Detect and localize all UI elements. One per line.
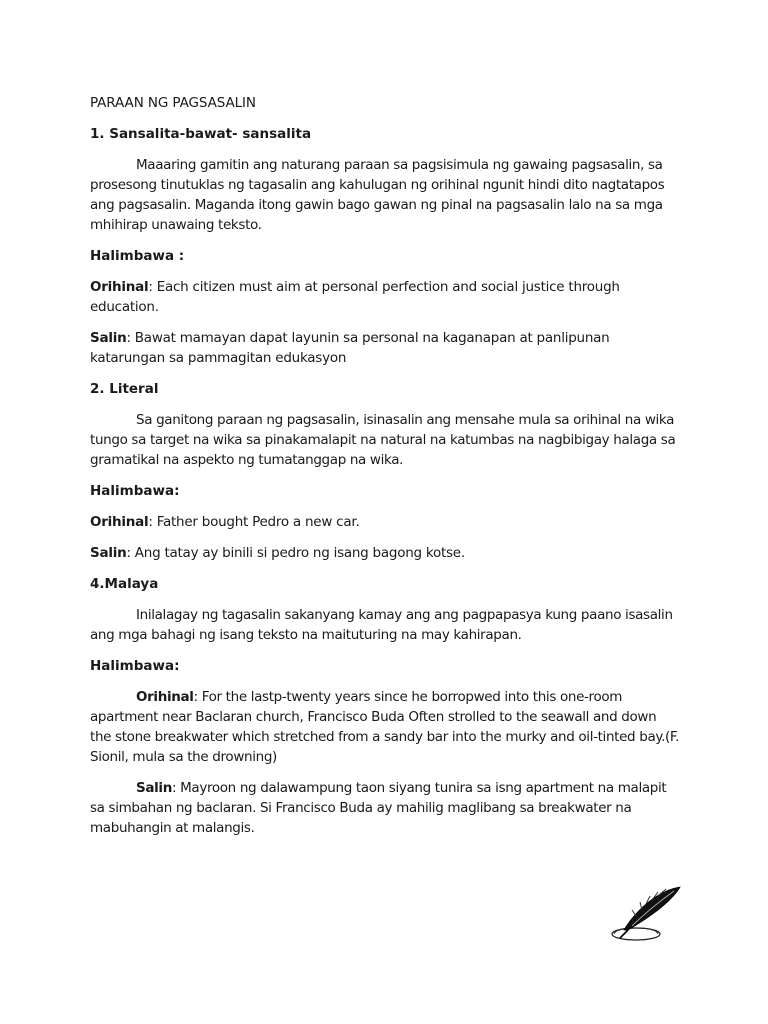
section-paragraph-sansalita: Maaaring gamitin ang naturang paraan sa pagsisimula ng gawaing pagsasalin, sa prosesong tinutuklas ng tagasalin ang kahulugan ng orihinal ngunit hindi dito nagtatapos ang pagsasalin. Maganda itong gawin bago gawan ng pinal na pagsasalin lalo na sa mga mhihirap unawaing teksto. (90, 157, 665, 233)
original-label: Orihinal (90, 279, 149, 295)
translation-text: : Ang tatay ay binili si pedro ng isang bagong kotse. (126, 545, 465, 561)
section-heading-sansalita: 1. Sansalita-bawat- sansalita (90, 126, 312, 142)
translation-label: Salin (90, 545, 127, 561)
original-text: : Father bought Pedro a new car. (148, 514, 360, 530)
example-heading: Halimbawa: (90, 658, 180, 674)
section-heading-malaya: 4.Malaya (90, 576, 159, 592)
section-paragraph-malaya: Inilalagay ng tagasalin sakanyang kamay ang ang pagpapasya kung paano isasalin ang mga bahagi ng isang teksto na maituturing na may kahirapan. (90, 607, 673, 643)
example-translation (90, 778, 680, 838)
example-translation (90, 543, 680, 563)
document-body (90, 93, 680, 849)
quill-pen-icon (606, 882, 686, 944)
example-original (90, 512, 680, 532)
original-text: : Each citizen must aim at personal perfection and social justice through education. (90, 279, 620, 315)
translation-text: : Bawat mamayan dapat layunin sa personal na kaganapan at panlipunan katarungan sa pammagitan edukasyon (90, 330, 610, 366)
example-original (90, 687, 680, 767)
example-original (90, 277, 680, 317)
original-label: Orihinal (136, 689, 194, 705)
original-text: : For the lastp-twenty years since he borropwed into this one-room apartment near Baclaran church, Francisco Buda Often strolled to the seawall and down the stone breakwater which stretched from a sandy bar into the murky and oil-tinted bay.(F. Sionil, mula sa the drowning) (90, 689, 680, 765)
document-title: PARAAN NG PAGSASALIN (90, 95, 256, 111)
example-translation (90, 328, 680, 368)
translation-label: Salin (136, 780, 172, 796)
section-paragraph-literal: Sa ganitong paraan ng pagsasalin, isinasalin ang mensahe mula sa orihinal na wika tungo sa target na wika sa pinakamalapit na natural na katumbas na nagbibigay halaga sa gramatikal na aspekto ng tumatanggap na wika. (90, 412, 676, 468)
translation-label: Salin (90, 330, 127, 346)
section-heading-literal: 2. Literal (90, 381, 159, 397)
example-heading: Halimbawa : (90, 248, 185, 264)
example-heading: Halimbawa: (90, 483, 180, 499)
original-label: Orihinal (90, 514, 149, 530)
translation-text: : Mayroon ng dalawampung taon siyang tunira sa isng apartment na malapit sa simbahan ng baclaran. Si Francisco Buda ay mahilig maglibang sa breakwater na mabuhangin at malangis. (90, 780, 667, 836)
